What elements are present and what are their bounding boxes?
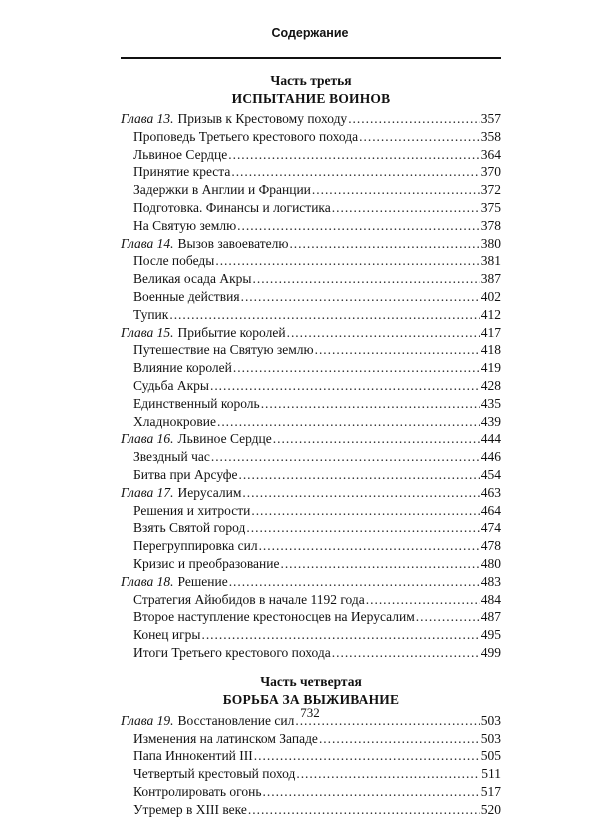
section-title: Решения и хитрости <box>133 502 251 518</box>
section-title: Военные действия <box>133 288 240 304</box>
entry-page-number: 499 <box>480 644 501 660</box>
chapter-title: Львиное Сердце <box>177 431 272 447</box>
toc-section-entry <box>121 644 501 662</box>
entry-page-number: 378 <box>480 217 501 233</box>
dot-leader <box>315 341 480 359</box>
dot-leader <box>228 146 480 164</box>
toc-section-entry <box>121 413 501 431</box>
page-number: 732 <box>300 705 320 720</box>
header-rule <box>121 57 501 59</box>
entry-page-number: 454 <box>480 466 501 482</box>
entry-page-number: 375 <box>480 199 501 215</box>
toc-chapter-entry <box>121 324 501 342</box>
dot-leader <box>229 573 480 591</box>
toc-section-entry <box>121 377 501 395</box>
dot-leader <box>248 801 480 818</box>
part-number: Часть четвертая <box>260 673 362 689</box>
entry-page-number: 503 <box>480 712 501 728</box>
entry-page-number: 487 <box>480 609 501 625</box>
entry-page-number: 446 <box>480 449 501 465</box>
chapter-number: Глава 14. <box>121 235 174 251</box>
toc-section-entry <box>121 128 501 146</box>
dot-leader <box>289 235 479 253</box>
dot-leader <box>241 288 480 306</box>
section-title: На Святую землю <box>133 217 237 233</box>
part-title: ИСПЫТАНИЕ ВОИНОВ <box>231 91 391 106</box>
entry-page-number: 435 <box>480 395 501 411</box>
toc-section-entry <box>121 801 501 818</box>
toc-section-entry <box>121 217 501 235</box>
section-title: Четвертый крестовый поход <box>133 766 296 782</box>
entry-page-number: 419 <box>480 360 501 376</box>
entry-page-number: 380 <box>480 235 501 251</box>
section-title: Влияние королей <box>133 360 232 376</box>
chapter-title: Иерусалим <box>177 484 242 500</box>
section-title: Перегруппировка сил <box>133 538 258 554</box>
entry-page-number: 364 <box>480 146 501 162</box>
section-title: Великая осада Акры <box>133 271 252 287</box>
entry-page-number: 418 <box>480 342 501 358</box>
part-title: БОРЬБА ЗА ВЫЖИВАНИЕ <box>222 691 400 707</box>
section-title: Тупик <box>133 306 169 322</box>
dot-leader <box>416 608 480 626</box>
toc-section-entry <box>121 252 501 270</box>
section-title: Принятие креста <box>133 164 231 180</box>
toc-section-entry <box>121 519 501 537</box>
entry-page-number: 358 <box>480 128 501 144</box>
toc-section-entry <box>121 395 501 413</box>
entry-page-number: 381 <box>480 253 501 269</box>
chapter-number: Глава 19. <box>121 712 174 728</box>
section-title: Львиное Сердце <box>133 146 228 162</box>
chapter-title: Вызов завоевателю <box>177 235 289 251</box>
toc-chapter-entry <box>121 573 501 591</box>
chapter-number: Глава 16. <box>121 431 174 447</box>
chapter-number: Глава 17. <box>121 484 174 500</box>
toc-section-entry <box>121 591 501 609</box>
toc-section-entry <box>121 626 501 644</box>
entry-page-number: 474 <box>480 520 501 536</box>
toc-part <box>121 673 501 818</box>
entry-page-number: 517 <box>480 783 501 799</box>
dot-leader <box>261 395 480 413</box>
toc-section-entry <box>121 288 501 306</box>
section-title: Итоги Третьего крестового похода <box>133 644 331 660</box>
dot-leader <box>273 430 480 448</box>
dot-leader <box>237 217 480 235</box>
dot-leader <box>215 252 479 270</box>
dot-leader <box>359 128 480 146</box>
toc-section-entry <box>121 270 501 288</box>
section-title: Кризис и преобразование <box>133 555 280 571</box>
dot-leader <box>211 448 480 466</box>
dot-leader <box>233 359 480 377</box>
chapter-number: Глава 15. <box>121 324 174 340</box>
toc-section-entry <box>121 341 501 359</box>
entry-page-number: 503 <box>480 730 501 746</box>
dot-leader <box>348 110 480 128</box>
dot-leader <box>242 484 479 502</box>
dot-leader <box>169 306 479 324</box>
entry-page-number: 402 <box>480 288 501 304</box>
entry-page-number: 483 <box>480 573 501 589</box>
dot-leader <box>259 537 480 555</box>
dot-leader <box>332 644 480 662</box>
dot-leader <box>263 783 480 801</box>
toc-section-entry <box>121 181 501 199</box>
entry-page-number: 511 <box>481 766 501 782</box>
chapter-title: Восстановление сил <box>177 712 295 728</box>
toc-section-entry <box>121 608 501 626</box>
section-title: Взять Святой город <box>133 520 246 536</box>
section-title: Утремер в XIII веке <box>133 801 247 817</box>
toc-chapter-entry <box>121 110 501 128</box>
toc-section-entry <box>121 163 501 181</box>
toc-section-entry <box>121 199 501 217</box>
toc-section-entry <box>121 306 501 324</box>
toc-section-entry <box>121 730 501 748</box>
toc-section-entry <box>121 783 501 801</box>
section-title: Контролировать огонь <box>133 783 262 799</box>
section-title: Хладнокровие <box>133 413 216 429</box>
section-title: Проповедь Третьего крестового похода <box>133 128 359 144</box>
dot-leader <box>251 502 479 520</box>
section-title: Задержки в Англии и Франции <box>133 182 311 198</box>
section-title: Путешествие на Святую землю <box>133 342 314 358</box>
chapter-title: Призыв к Крестовому походу <box>177 111 348 126</box>
chapter-number: Глава 13. <box>121 111 174 126</box>
section-title: После победы <box>133 253 215 269</box>
entry-page-number: 520 <box>480 801 501 817</box>
entry-page-number: 412 <box>480 306 501 322</box>
entry-page-number: 370 <box>480 164 501 180</box>
toc-section-entry <box>121 502 501 520</box>
toc-section-entry <box>121 146 501 164</box>
toc-section-entry <box>121 765 501 783</box>
entry-page-number: 372 <box>480 182 501 198</box>
section-title: Подготовка. Финансы и логистика <box>133 199 331 215</box>
entry-page-number: 387 <box>480 271 501 287</box>
toc-section-entry <box>121 555 501 573</box>
running-header: Содержание <box>271 26 349 40</box>
section-title: Изменения на латинском Западе <box>133 730 318 746</box>
toc-section-entry <box>121 448 501 466</box>
entry-page-number: 463 <box>480 484 501 500</box>
dot-leader <box>280 555 479 573</box>
toc-section-entry <box>121 537 501 555</box>
part-number: Часть третья <box>270 73 352 88</box>
dot-leader <box>201 626 479 644</box>
entry-page-number: 444 <box>480 431 501 447</box>
section-title: Битва при Арсуфе <box>133 466 238 482</box>
toc-chapter-entry <box>121 430 501 448</box>
dot-leader <box>287 324 480 342</box>
dot-leader <box>217 413 480 431</box>
part-gap <box>121 662 501 673</box>
entry-page-number: 484 <box>480 591 501 607</box>
entry-page-number: 357 <box>480 111 501 126</box>
chapter-title: Прибытие королей <box>177 324 286 340</box>
dot-leader <box>253 270 480 288</box>
dot-leader <box>319 730 480 748</box>
entry-page-number: 428 <box>480 377 501 393</box>
section-title: Конец игры <box>133 627 201 643</box>
entry-page-number: 439 <box>480 413 501 429</box>
entry-page-number: 495 <box>480 627 501 643</box>
dot-leader <box>296 765 480 783</box>
chapter-title: Решение <box>177 573 228 589</box>
toc-chapter-entry <box>121 484 501 502</box>
section-title: Стратегия Айюбидов в начале 1192 года <box>133 591 365 607</box>
entry-page-number: 464 <box>480 502 501 518</box>
dot-leader <box>246 519 479 537</box>
dot-leader <box>312 181 480 199</box>
dot-leader <box>210 377 480 395</box>
entry-page-number: 417 <box>480 324 501 340</box>
section-title: Единственный король <box>133 395 260 411</box>
toc-section-entry <box>121 359 501 377</box>
entry-page-number: 478 <box>480 538 501 554</box>
dot-leader <box>238 466 479 484</box>
section-title: Звездный час <box>133 449 210 465</box>
chapter-number: Глава 18. <box>121 573 174 589</box>
section-title: Второе наступление крестоносцев на Иерусалим <box>133 609 415 625</box>
section-title: Папа Иннокентий III <box>133 748 253 764</box>
dot-leader <box>231 163 479 181</box>
toc-section-entry <box>121 466 501 484</box>
dot-leader <box>366 591 480 609</box>
entry-page-number: 505 <box>480 748 501 764</box>
dot-leader <box>332 199 480 217</box>
toc-chapter-entry <box>121 235 501 253</box>
toc-part <box>121 72 501 662</box>
entry-page-number: 480 <box>480 555 501 571</box>
section-title: Судьба Акры <box>133 377 209 393</box>
